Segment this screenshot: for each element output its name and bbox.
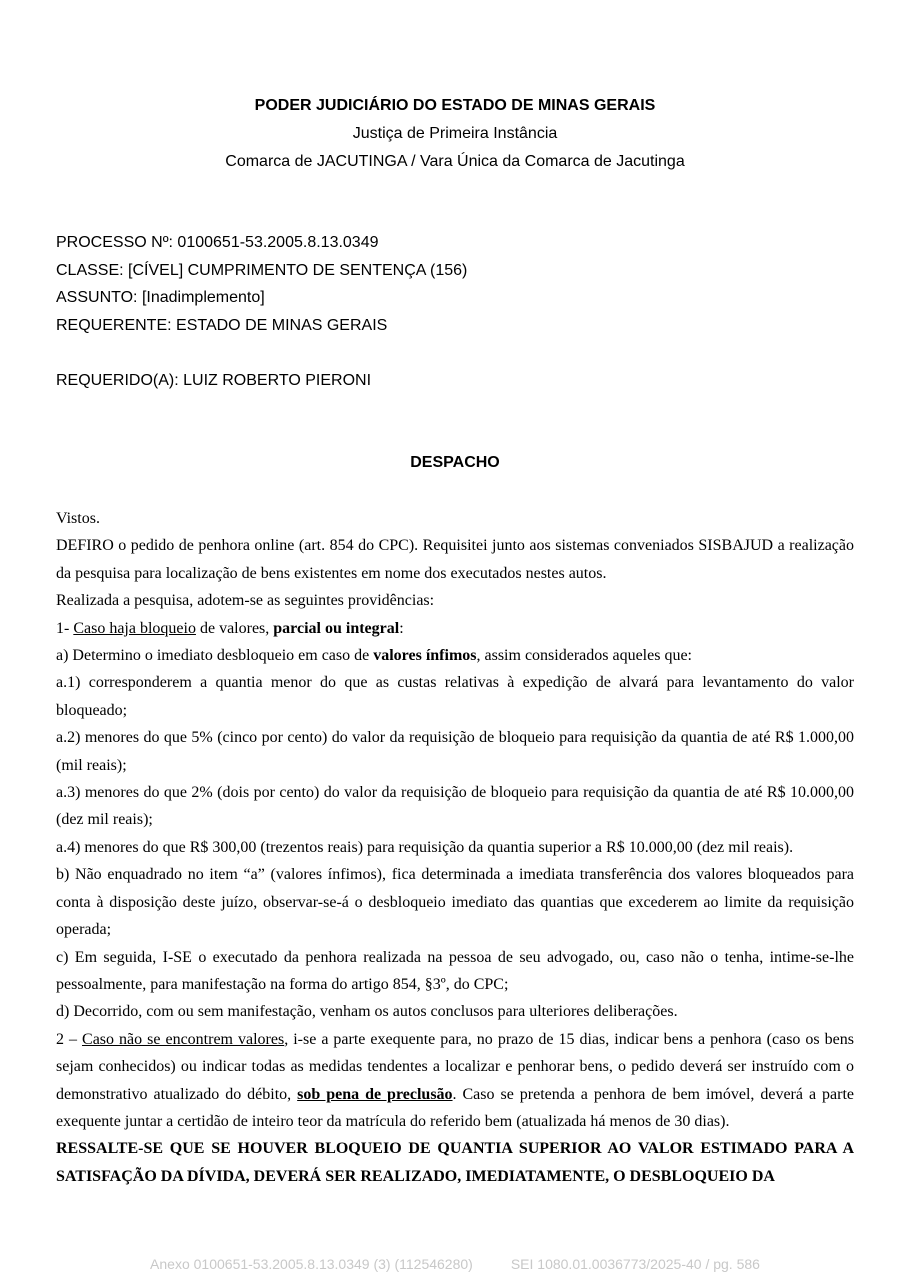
paragraph: Realizada a pesquisa, adotem-se as seguintes providências: — [56, 592, 435, 610]
case-details — [56, 229, 467, 394]
paragraph: a.2) menores do que 5% (cinco por cento) do valor da requisição de bloqueio para requisição da quantia de até R$ 1.000,00 (mil reais); — [56, 729, 854, 774]
text-run: a) Determino o imediato desbloqueio em caso de — [56, 647, 374, 665]
text-run: : — [399, 619, 404, 637]
text-run: , i-se a parte exequente para, no prazo de 15 dias, indicar bens a penhora (caso os bens sejam conhecidos) ou indicar todas as medidas tendentes a localizar e penhorar bens, o pedido deverá ser instruído com o demonstrativo atualizado do débito, — [56, 1030, 854, 1103]
court-district: Comarca de JACUTINGA / Vara Única da Comarca de Jacutinga — [225, 153, 685, 170]
paragraph: a.1) corresponderem a quantia menor do que as custas relativas à expedição de alvará para levantamento do valor bloqueado; — [56, 674, 854, 719]
paragraph: Vistos. — [56, 510, 100, 527]
text-run: de valores, — [195, 619, 274, 637]
case-subject: ASSUNTO: [Inadimplemento] — [56, 289, 265, 306]
paragraph: d) Decorrido, com ou sem manifestação, venham os autos conclusos para ulteriores deliberações. — [56, 1003, 678, 1021]
case-defendant: REQUERIDO(A): LUIZ ROBERTO PIERONI — [56, 371, 372, 389]
text-run: , assim considerados aqueles que: — [476, 647, 692, 665]
case-plaintiff: REQUERENTE: ESTADO DE MINAS GERAIS — [56, 316, 388, 334]
paragraph — [56, 615, 854, 642]
paragraph: DEFIRO o pedido de penhora online (art. 854 do CPC). Requisitei junto aos sistemas conveniados SISBAJUD a realização da pesquisa para localização de bens existentes em nome dos executados nestes autos. — [56, 537, 854, 582]
text-run: 1- — [56, 619, 74, 637]
paragraph: a.3) menores do que 2% (dois por cento) do valor da requisição de bloqueio para requisição da quantia de até R$ 10.000,00 (dez mil reais); — [56, 784, 854, 829]
bold-text: parcial ou integral — [273, 619, 400, 637]
footer-attachment-ref: Anexo 0100651-53.2005.8.13.0349 (3) (112546280) — [150, 1256, 473, 1272]
spacer — [56, 339, 467, 367]
paragraph — [56, 1026, 854, 1136]
document-title: DESPACHO — [410, 454, 500, 471]
paragraph-emphasis: RESSALTE-SE QUE SE HOUVER BLOQUEIO DE QUANTIA SUPERIOR AO VALOR ESTIMADO PARA A SATISFAÇÃO DA DÍVIDA, DEVERÁ SER REALIZADO, IMEDIATAMENTE, O DESBLOQUEIO DA — [56, 1140, 854, 1185]
bold-underlined-text: sob pena de preclusão — [297, 1085, 453, 1103]
text-run: 2 – — [56, 1030, 83, 1048]
paragraph: a.4) menores do que R$ 300,00 (trezentos reais) para requisição da quantia superior a R$ 10.000,00 (dez mil reais). — [56, 838, 794, 856]
footer-sei-ref: SEI 1080.01.0036773/2025-40 / pg. 586 — [510, 1256, 760, 1272]
underlined-text: Caso não se encontrem valores — [82, 1030, 285, 1048]
court-instance: Justiça de Primeira Instância — [352, 125, 558, 142]
paragraph — [56, 642, 854, 669]
bold-text: valores ínfimos — [373, 647, 477, 665]
case-class: CLASSE: [CÍVEL] CUMPRIMENTO DE SENTENÇA (156) — [56, 261, 468, 279]
text-run: . Caso se pretenda a penhora de bem imóvel, deverá a parte exequente juntar a certidão de inteiro teor da matrícula do referido bem (atualizada há menos de 30 dias). — [56, 1085, 854, 1130]
court-name: PODER JUDICIÁRIO DO ESTADO DE MINAS GERAIS — [254, 97, 656, 114]
paragraph: c) Em seguida, I-SE o executado da penhora realizada na pessoa de seu advogado, ou, caso não o tenha, intime-se-lhe pessoalmente, para manifestação na forma do artigo 854, §3º, do CPC; — [56, 948, 854, 993]
page-footer — [0, 1256, 910, 1272]
process-number: PROCESSO Nº: 0100651-53.2005.8.13.0349 — [56, 234, 379, 251]
document-body — [56, 505, 854, 1190]
underlined-text: Caso haja bloqueio — [73, 619, 196, 637]
paragraph: b) Não enquadrado no item “a” (valores ínfimos), fica determinada a imediata transferência dos valores bloqueados para conta à disposição deste juízo, observar-se-á o desbloqueio imediato das quantias que excederem ao limite da requisição operada; — [56, 866, 854, 939]
court-header — [0, 92, 910, 176]
